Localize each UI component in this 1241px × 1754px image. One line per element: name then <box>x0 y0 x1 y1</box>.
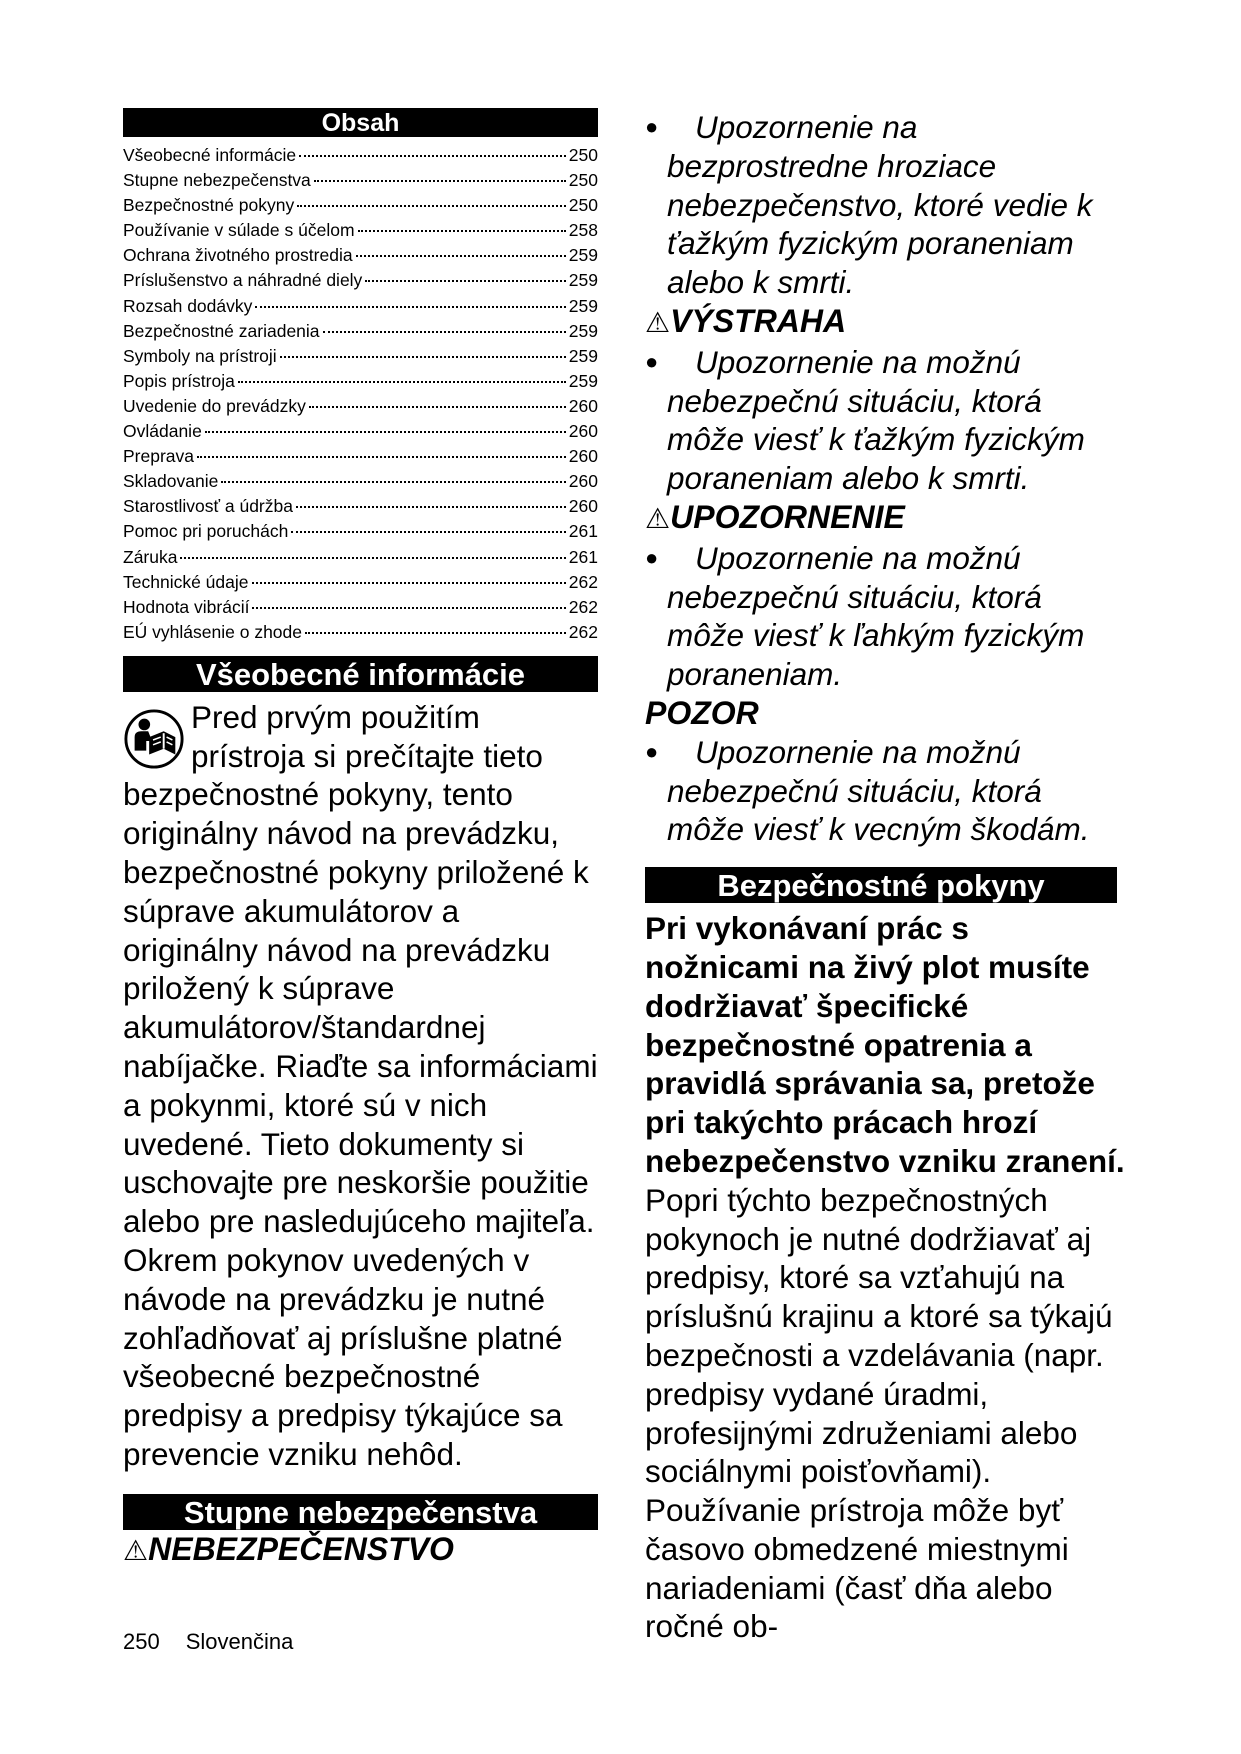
warning-triangle-icon: ⚠ <box>123 1534 149 1566</box>
toc-entry-title: Záruka <box>123 546 178 567</box>
toc-leader <box>221 481 565 483</box>
hazard-level-text-danger: ● Upozornenie na bezprostredne hroziace nebezpečenstvo, ktoré vedie k ťažkým fyzickým poraneniam alebo k smrti. <box>645 109 1093 301</box>
toc-leader <box>205 431 566 433</box>
right-column <box>645 108 1125 1646</box>
toc-leader <box>197 456 566 458</box>
bullet-icon: ● <box>645 348 659 374</box>
toc-entry-page: 259 <box>568 270 598 291</box>
section-heading-general: Všeobecné informácie <box>123 656 598 692</box>
read-manual-icon <box>123 708 185 770</box>
toc-entry-title: Ochrana životného prostredia <box>123 245 353 266</box>
toc-entry-title: Uvedenie do prevádzky <box>123 395 306 416</box>
toc-leader <box>252 607 565 609</box>
safety-bold-lead: Pri vykonávaní prác s nožnicami na živý plot musíte dodržiavať špecifické bezpečnostné opatrenia a pravidlá správania sa, pretože pri takýchto prácach hrozí nebezpečenstvo vzniku zranení. <box>645 910 1125 1179</box>
table-of-contents <box>123 143 598 645</box>
toc-entry[interactable] <box>123 319 598 344</box>
bullet-icon: ● <box>645 114 659 139</box>
toc-entry-title: Bezpečnostné pokyny <box>123 195 295 216</box>
toc-entry-title: Príslušenstvo a náhradné diely <box>123 270 363 291</box>
footer-language: Slovenčina <box>185 1629 294 1654</box>
toc-entry-title: Pomoc pri poruchách <box>123 521 289 542</box>
hazard-level-title-danger: ⚠NEBEZPEČENSTVO <box>123 1530 454 1567</box>
warning-triangle-icon: ⚠ <box>645 306 671 338</box>
toc-leader <box>358 230 566 232</box>
toc-entry-title: Používanie v súlade s účelom <box>123 220 355 241</box>
toc-entry-title: Preprava <box>123 446 195 467</box>
toc-entry[interactable] <box>123 294 598 319</box>
warning-triangle-icon: ⚠ <box>645 502 671 534</box>
toc-leader <box>356 255 566 257</box>
toc-entry-title: Stupne nebezpečenstva <box>123 170 311 191</box>
toc-entry-title: Všeobecné informácie <box>123 145 297 165</box>
toc-entry[interactable] <box>123 545 598 570</box>
toc-entry-title: EÚ vyhlásenie o zhode <box>123 621 302 642</box>
toc-entry[interactable] <box>123 419 598 444</box>
toc-entry-page: 259 <box>568 370 598 391</box>
hazard-level-text-warning: ● Upozornenie na možnú nebezpečnú situáciu, ktorá môže viesť k ťažkým fyzickým poraneniam alebo k smrti. <box>645 343 1085 497</box>
toc-entry-page: 261 <box>568 521 598 542</box>
toc-entry-page: 250 <box>568 170 598 191</box>
toc-entry-page: 260 <box>568 496 598 517</box>
toc-entry[interactable] <box>123 369 598 394</box>
toc-entry-page: 250 <box>568 145 598 165</box>
safety-paragraph: Popri týchto bezpečnostných pokynoch je nutné dodržiavať aj predpisy, ktoré sa vzťahujú na príslušnú krajinu a ktoré sa týkajú bezpečnosti a vzdelávania (napr. predpisy vydané úradmi, profesijnými združeniami alebo sociálnymi poisťovňami). Používanie prístroja môže byť časovo obmedzené miestnymi nariadeniami (časť dňa alebo ročné ob- <box>645 1181 1113 1645</box>
toc-entry-title: Starostlivosť a údržba <box>123 496 293 517</box>
toc-entry-page: 261 <box>568 546 598 567</box>
toc-entry[interactable] <box>123 595 598 620</box>
hazard-level-title-notice: POZOR <box>645 694 759 731</box>
toc-entry[interactable] <box>123 469 598 494</box>
toc-entry-page: 260 <box>568 446 598 467</box>
toc-entry-page: 262 <box>568 571 598 592</box>
hazard-level-text-caution: ● Upozornenie na možnú nebezpečnú situáciu, ktorá môže viesť k ľahkým fyzickým poraneniam. <box>645 539 1085 693</box>
toc-leader <box>280 356 566 358</box>
toc-leader <box>296 506 566 508</box>
toc-entry[interactable] <box>123 243 598 268</box>
toc-entry[interactable] <box>123 143 598 168</box>
toc-entry-page: 259 <box>568 295 598 316</box>
bullet-icon: ● <box>645 738 659 764</box>
toc-entry-page: 260 <box>568 421 598 442</box>
toc-leader <box>309 406 566 408</box>
toc-entry-page: 260 <box>568 395 598 416</box>
toc-heading: Obsah <box>123 108 598 137</box>
toc-leader <box>297 205 566 207</box>
toc-entry-title: Rozsah dodávky <box>123 295 253 316</box>
hazard-level-text-notice: ● Upozornenie na možnú nebezpečnú situáciu, ktorá môže viesť k vecným škodám. <box>645 733 1090 848</box>
toc-entry-title: Hodnota vibrácií <box>123 596 250 617</box>
toc-entry-title: Skladovanie <box>123 471 219 492</box>
toc-entry-title: Technické údaje <box>123 571 249 592</box>
hazard-level-title-caution: ⚠UPOZORNENIE <box>645 498 905 535</box>
toc-entry[interactable] <box>123 570 598 595</box>
toc-leader <box>291 531 565 533</box>
toc-entry-page: 259 <box>568 245 598 266</box>
toc-entry-page: 250 <box>568 195 598 216</box>
toc-entry-title: Ovládanie <box>123 421 202 442</box>
toc-entry[interactable] <box>123 218 598 243</box>
toc-leader <box>314 180 566 182</box>
section-heading-hazard-levels: Stupne nebezpečenstva <box>123 1494 598 1530</box>
toc-entry[interactable] <box>123 268 598 293</box>
toc-entry[interactable] <box>123 168 598 193</box>
left-column <box>123 108 598 1571</box>
toc-entry-page: 262 <box>568 621 598 642</box>
toc-entry[interactable] <box>123 394 598 419</box>
page-number: 250 <box>123 1629 160 1654</box>
toc-leader <box>252 582 566 584</box>
toc-entry[interactable] <box>123 344 598 369</box>
bullet-icon: ● <box>645 544 659 570</box>
toc-leader <box>299 155 566 157</box>
toc-entry[interactable] <box>123 193 598 218</box>
toc-entry-page: 258 <box>568 220 598 241</box>
page-footer <box>123 1627 293 1657</box>
toc-leader <box>255 306 565 308</box>
toc-leader <box>365 280 565 282</box>
section-heading-safety: Bezpečnostné pokyny <box>645 867 1117 903</box>
toc-leader <box>305 632 566 634</box>
toc-entry-title: Symboly na prístroji <box>123 345 277 366</box>
general-info-section <box>123 698 598 1474</box>
toc-entry-page: 262 <box>568 596 598 617</box>
toc-entry-page: 260 <box>568 471 598 492</box>
toc-entry-page: 259 <box>568 320 598 341</box>
toc-leader <box>238 381 566 383</box>
toc-leader <box>180 557 565 559</box>
toc-entry[interactable] <box>123 444 598 469</box>
general-info-paragraph-1: Pred prvým použitím prístroja si prečítajte tieto bezpečnostné pokyny, tento originálny návod na prevádzku, bezpečnostné pokyny priložené k súprave akumulátorov a originálny návod na prevádzku priložený k súprave akumulátorov/štandardnej nabíjačke. Riaďte sa informáciami a pokynmi, ktoré sú v nich uvedené. Tieto dokumenty si uschovajte pre neskoršie použitie alebo pre nasledujúceho majiteľa. <box>123 698 598 1240</box>
toc-entry[interactable] <box>123 519 598 544</box>
toc-entry-title: Popis prístroja <box>123 370 235 391</box>
toc-entry-title: Bezpečnostné zariadenia <box>123 320 320 341</box>
toc-leader <box>323 331 566 333</box>
toc-entry-page: 259 <box>568 345 598 366</box>
toc-entry[interactable] <box>123 620 598 645</box>
toc-entry[interactable] <box>123 494 598 519</box>
hazard-level-title-warning: ⚠VÝSTRAHA <box>645 302 847 339</box>
general-info-paragraph-2: Okrem pokynov uvedených v návode na prevádzku je nutné zohľadňovať aj príslušne platné všeobecné bezpečnostné predpisy a predpisy týkajúce sa prevencie vzniku nehôd. <box>123 1242 563 1473</box>
